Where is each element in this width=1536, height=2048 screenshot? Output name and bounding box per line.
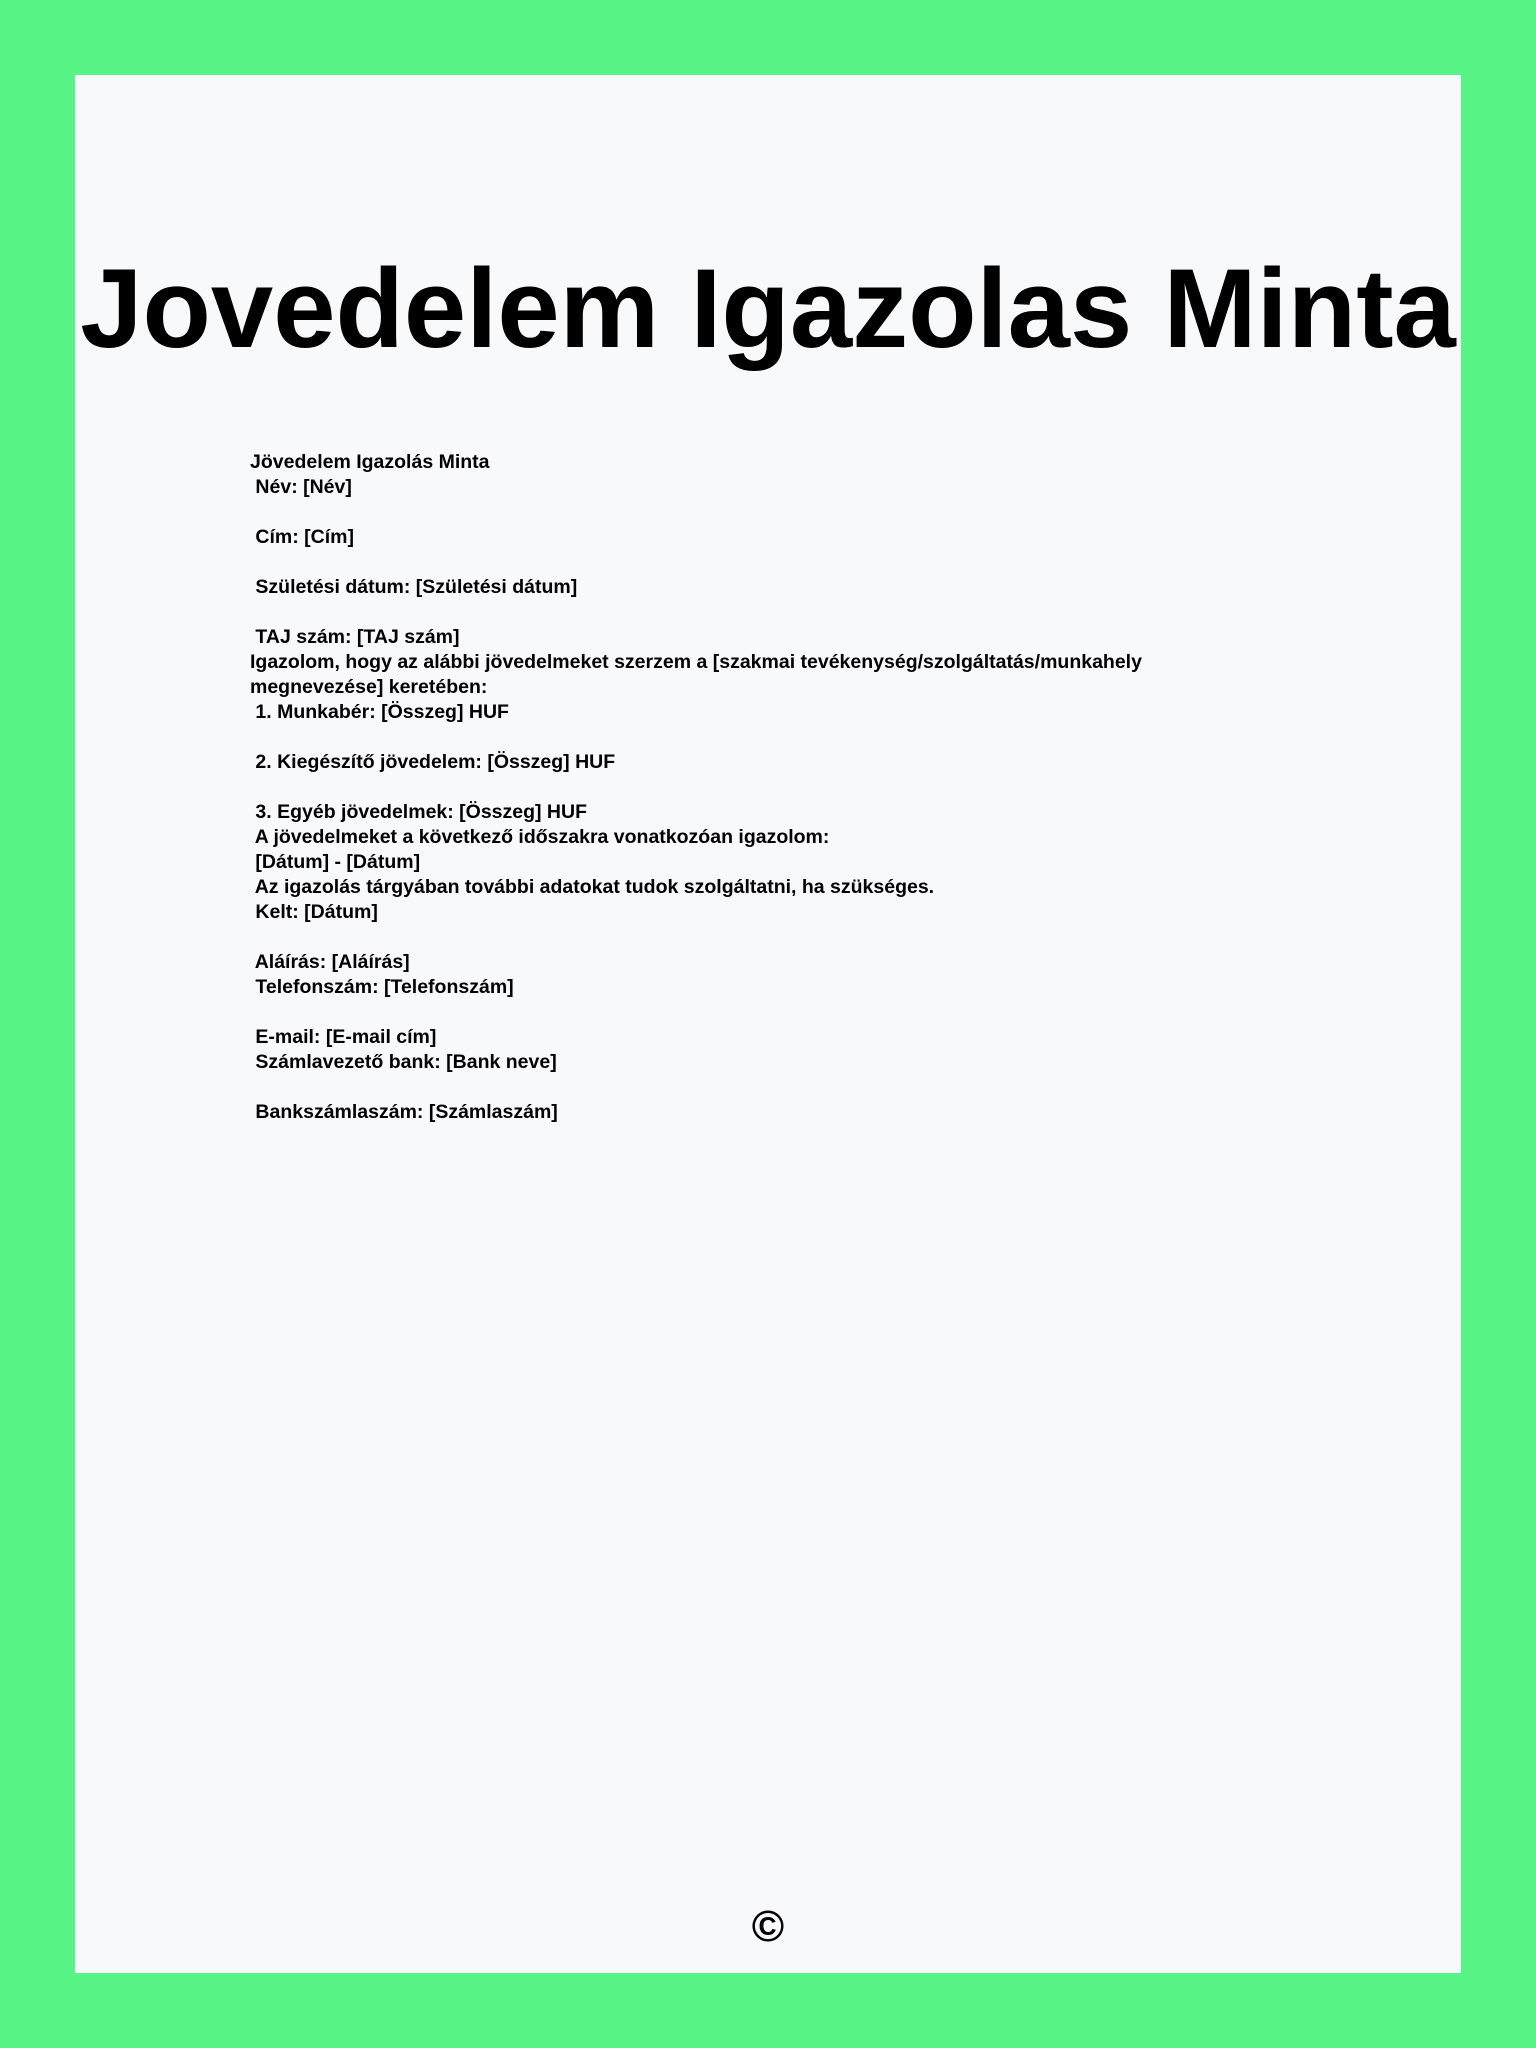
body-line: Kelt: [Dátum] — [250, 901, 378, 923]
body-line: Születési dátum: [Születési dátum] — [250, 576, 578, 598]
body-line: Aláírás: [Aláírás] — [250, 951, 410, 973]
body-line: Név: [Név] — [250, 476, 352, 498]
body-line: [Dátum] - [Dátum] — [250, 851, 421, 873]
body-line: Az igazolás tárgyában további adatokat tudok szolgáltatni, ha szükséges. — [250, 876, 935, 898]
blank-line — [250, 1000, 1250, 1025]
blank-line — [250, 1075, 1250, 1100]
document-body — [250, 450, 1250, 1125]
blank-line — [250, 600, 1250, 625]
body-line: TAJ szám: [TAJ szám] — [250, 626, 460, 648]
body-line: Bankszámlaszám: [Számlaszám] — [250, 1101, 558, 1123]
body-line: 1. Munkabér: [Összeg] HUF — [250, 701, 509, 723]
blank-line — [250, 925, 1250, 950]
body-line: Cím: [Cím] — [250, 526, 354, 548]
blank-line — [250, 500, 1250, 525]
body-line: Számlavezető bank: [Bank neve] — [250, 1051, 557, 1073]
body-line: 3. Egyéb jövedelmek: [Összeg] HUF — [250, 801, 588, 823]
body-line: megnevezése] keretében: — [250, 676, 488, 698]
body-line: 2. Kiegészítő jövedelem: [Összeg] HUF — [250, 751, 616, 773]
body-line: Telefonszám: [Telefonszám] — [250, 976, 514, 998]
body-line: E-mail: [E-mail cím] — [250, 1026, 437, 1048]
blank-line — [250, 725, 1250, 750]
body-line: A jövedelmeket a következő időszakra vonatkozóan igazolom: — [250, 826, 830, 848]
blank-line — [250, 550, 1250, 575]
document-title: Jovedelem Igazolas Minta — [80, 246, 1456, 371]
copyright-symbol: © — [751, 1902, 785, 1951]
body-line: Igazolom, hogy az alábbi jövedelmeket szerzem a [szakmai tevékenység/szolgáltatás/munkahely — [250, 651, 1142, 673]
body-line: Jövedelem Igazolás Minta — [250, 451, 490, 473]
blank-line — [250, 775, 1250, 800]
